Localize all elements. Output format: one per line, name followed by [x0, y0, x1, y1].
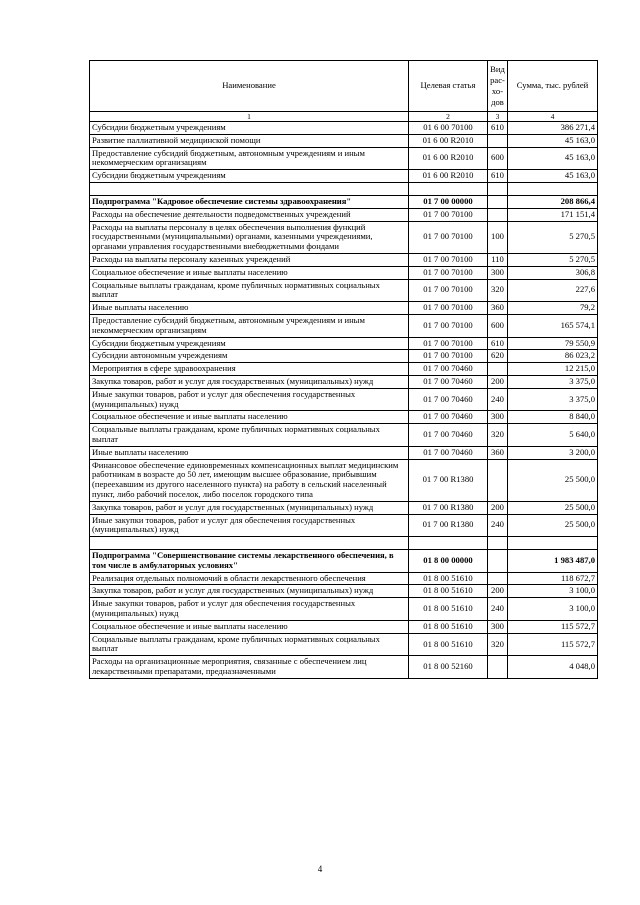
- column-index: 4: [508, 112, 598, 122]
- spacer-row: [90, 537, 598, 550]
- name-cell: Социальное обеспечение и иные выплаты населению: [90, 411, 409, 424]
- name-cell: Субсидии бюджетным учреждениям: [90, 122, 409, 135]
- code-cell: 01 8 00 51610: [409, 572, 488, 585]
- vid-cell: 320: [488, 633, 508, 656]
- table-header-row: [90, 61, 598, 112]
- table-row: [90, 266, 598, 279]
- table-row: [90, 598, 598, 621]
- code-cell: 01 7 00 70100: [409, 208, 488, 221]
- vid-cell: 300: [488, 411, 508, 424]
- code-cell: 01 7 00 70100: [409, 314, 488, 337]
- table-row: [90, 314, 598, 337]
- column-index: 1: [90, 112, 409, 122]
- code-cell: 01 7 00 R1380: [409, 501, 488, 514]
- sum-cell: 45 163,0: [508, 170, 598, 183]
- vid-cell: [488, 208, 508, 221]
- code-cell: 01 8 00 51610: [409, 585, 488, 598]
- table-row: [90, 363, 598, 376]
- vid-cell: 600: [488, 314, 508, 337]
- table-row: [90, 620, 598, 633]
- name-cell: Иные закупки товаров, работ и услуг для обеспечения государственных (муниципальных) нужд: [90, 514, 409, 537]
- vid-cell: 110: [488, 253, 508, 266]
- sum-cell: 165 574,1: [508, 314, 598, 337]
- table-row: [90, 122, 598, 135]
- sum-cell: 3 375,0: [508, 388, 598, 411]
- sum-cell: 45 163,0: [508, 134, 598, 147]
- spacer-cell: [508, 537, 598, 550]
- table-row: [90, 221, 598, 253]
- spacer-cell: [488, 182, 508, 195]
- code-cell: 01 7 00 70460: [409, 411, 488, 424]
- table-row: [90, 350, 598, 363]
- sum-cell: 306,8: [508, 266, 598, 279]
- code-cell: 01 7 00 00000: [409, 195, 488, 208]
- sum-cell: 118 672,7: [508, 572, 598, 585]
- spacer-cell: [488, 537, 508, 550]
- table-row: [90, 633, 598, 656]
- table-row: [90, 411, 598, 424]
- sum-cell: 5 270,5: [508, 253, 598, 266]
- vid-cell: [488, 195, 508, 208]
- sum-cell: 8 840,0: [508, 411, 598, 424]
- header-name: Наименование: [90, 61, 409, 112]
- name-cell: Расходы на выплаты персоналу казенных учреждений: [90, 253, 409, 266]
- name-cell: Закупка товаров, работ и услуг для государственных (муниципальных) нужд: [90, 585, 409, 598]
- code-cell: 01 8 00 52160: [409, 656, 488, 679]
- code-cell: 01 7 00 R1380: [409, 459, 488, 501]
- sum-cell: 86 023,2: [508, 350, 598, 363]
- code-cell: 01 7 00 70460: [409, 363, 488, 376]
- vid-cell: 360: [488, 302, 508, 315]
- name-cell: Предоставление субсидий бюджетным, автономным учреждениям и иным некоммерческим организациям: [90, 147, 409, 170]
- table-row: [90, 514, 598, 537]
- name-cell: Субсидии бюджетным учреждениям: [90, 337, 409, 350]
- sum-cell: 79,2: [508, 302, 598, 315]
- name-cell: Подпрограмма "Кадровое обеспечение системы здравоохранения": [90, 195, 409, 208]
- column-index: 2: [409, 112, 488, 122]
- name-cell: Субсидии бюджетным учреждениям: [90, 170, 409, 183]
- table-row: [90, 459, 598, 501]
- code-cell: 01 6 00 R2010: [409, 147, 488, 170]
- table-body: [90, 122, 598, 679]
- sum-cell: 115 572,7: [508, 633, 598, 656]
- table-row: [90, 337, 598, 350]
- spacer-cell: [409, 537, 488, 550]
- spacer-cell: [90, 537, 409, 550]
- column-index: 3: [488, 112, 508, 122]
- table-row: [90, 208, 598, 221]
- code-cell: 01 7 00 70100: [409, 253, 488, 266]
- table-row: [90, 253, 598, 266]
- vid-cell: [488, 134, 508, 147]
- sum-cell: 3 200,0: [508, 446, 598, 459]
- name-cell: Предоставление субсидий бюджетным, автономным учреждениям и иным некоммерческим организациям: [90, 314, 409, 337]
- header-vid: Вид рас- хо- дов: [488, 61, 508, 112]
- sum-cell: 25 500,0: [508, 501, 598, 514]
- code-cell: 01 7 00 70100: [409, 302, 488, 315]
- name-cell: Расходы на обеспечение деятельности подведомственных учреждений: [90, 208, 409, 221]
- sum-cell: 5 270,5: [508, 221, 598, 253]
- sum-cell: 3 100,0: [508, 598, 598, 621]
- name-cell: Расходы на организационные мероприятия, связанные с обеспечением лиц лекарственными препаратами, предназначенными: [90, 656, 409, 679]
- name-cell: Социальные выплаты гражданам, кроме публичных нормативных социальных выплат: [90, 633, 409, 656]
- code-cell: 01 8 00 51610: [409, 633, 488, 656]
- table-row: [90, 656, 598, 679]
- vid-cell: 360: [488, 446, 508, 459]
- name-cell: Социальные выплаты гражданам, кроме публичных нормативных социальных выплат: [90, 279, 409, 302]
- sum-cell: 208 866,4: [508, 195, 598, 208]
- code-cell: 01 7 00 70100: [409, 279, 488, 302]
- name-cell: Подпрограмма "Совершенствование системы лекарственного обеспечения, в том числе в амбулаторных условиях": [90, 550, 409, 573]
- table-row: [90, 446, 598, 459]
- name-cell: Финансовое обеспечение единовременных компенсационных выплат медицинским работникам в возрасте до 50 лет, имеющим высшее образование, прибывшим (переехавшим из другого населенного пункта) на работу в сельский населенный пункт, либо рабочий поселок, либо поселок городского типа: [90, 459, 409, 501]
- vid-cell: 300: [488, 266, 508, 279]
- spacer-row: [90, 182, 598, 195]
- table-row: [90, 585, 598, 598]
- name-cell: Иные выплаты населению: [90, 302, 409, 315]
- code-cell: 01 6 00 R2010: [409, 170, 488, 183]
- table-row: [90, 501, 598, 514]
- code-cell: 01 7 00 70100: [409, 337, 488, 350]
- table-row: [90, 134, 598, 147]
- vid-cell: 200: [488, 501, 508, 514]
- sum-cell: 25 500,0: [508, 514, 598, 537]
- vid-cell: 200: [488, 585, 508, 598]
- vid-cell: 610: [488, 170, 508, 183]
- vid-cell: [488, 656, 508, 679]
- subprogram-row: [90, 195, 598, 208]
- vid-cell: 240: [488, 514, 508, 537]
- name-cell: Закупка товаров, работ и услуг для государственных (муниципальных) нужд: [90, 501, 409, 514]
- table-row: [90, 388, 598, 411]
- budget-document: [89, 60, 597, 679]
- sum-cell: 5 640,0: [508, 424, 598, 447]
- sum-cell: 25 500,0: [508, 459, 598, 501]
- page-number: 4: [317, 864, 323, 874]
- vid-cell: 320: [488, 279, 508, 302]
- name-cell: Субсидии автономным учреждениям: [90, 350, 409, 363]
- vid-cell: 200: [488, 375, 508, 388]
- header-code: Целевая статья: [409, 61, 488, 112]
- code-cell: 01 7 00 70100: [409, 350, 488, 363]
- sum-cell: 79 550,9: [508, 337, 598, 350]
- code-cell: 01 7 00 70460: [409, 375, 488, 388]
- name-cell: Социальное обеспечение и иные выплаты населению: [90, 620, 409, 633]
- header-sum: Сумма, тыс. рублей: [508, 61, 598, 112]
- subprogram-row: [90, 550, 598, 573]
- spacer-cell: [508, 182, 598, 195]
- vid-cell: [488, 363, 508, 376]
- table-row: [90, 170, 598, 183]
- name-cell: Иные закупки товаров, работ и услуг для обеспечения государственных (муниципальных) нужд: [90, 598, 409, 621]
- name-cell: Закупка товаров, работ и услуг для государственных (муниципальных) нужд: [90, 375, 409, 388]
- code-cell: 01 7 00 R1380: [409, 514, 488, 537]
- table-row: [90, 572, 598, 585]
- name-cell: Иные выплаты населению: [90, 446, 409, 459]
- vid-cell: 240: [488, 598, 508, 621]
- code-cell: 01 6 00 70100: [409, 122, 488, 135]
- sum-cell: 12 215,0: [508, 363, 598, 376]
- code-cell: 01 8 00 51610: [409, 598, 488, 621]
- code-cell: 01 7 00 70100: [409, 221, 488, 253]
- code-cell: 01 7 00 70460: [409, 424, 488, 447]
- budget-table: [89, 60, 598, 679]
- sum-cell: 3 375,0: [508, 375, 598, 388]
- table-row: [90, 375, 598, 388]
- table-row: [90, 279, 598, 302]
- name-cell: Иные закупки товаров, работ и услуг для обеспечения государственных (муниципальных) нужд: [90, 388, 409, 411]
- code-cell: 01 6 00 R2010: [409, 134, 488, 147]
- column-index-row: [90, 112, 598, 122]
- name-cell: Реализация отдельных полномочий в области лекарственного обеспечения: [90, 572, 409, 585]
- code-cell: 01 7 00 70100: [409, 266, 488, 279]
- name-cell: Социальные выплаты гражданам, кроме публичных нормативных социальных выплат: [90, 424, 409, 447]
- vid-cell: 240: [488, 388, 508, 411]
- sum-cell: 227,6: [508, 279, 598, 302]
- code-cell: 01 8 00 51610: [409, 620, 488, 633]
- sum-cell: 45 163,0: [508, 147, 598, 170]
- sum-cell: 1 983 487,0: [508, 550, 598, 573]
- vid-cell: 610: [488, 122, 508, 135]
- vid-cell: 610: [488, 337, 508, 350]
- name-cell: Мероприятия в сфере здравоохранения: [90, 363, 409, 376]
- vid-cell: 620: [488, 350, 508, 363]
- name-cell: Социальное обеспечение и иные выплаты населению: [90, 266, 409, 279]
- vid-cell: 320: [488, 424, 508, 447]
- table-row: [90, 424, 598, 447]
- vid-cell: [488, 550, 508, 573]
- code-cell: 01 7 00 70460: [409, 388, 488, 411]
- vid-cell: [488, 459, 508, 501]
- spacer-cell: [90, 182, 409, 195]
- code-cell: 01 7 00 70460: [409, 446, 488, 459]
- sum-cell: 3 100,0: [508, 585, 598, 598]
- vid-cell: 100: [488, 221, 508, 253]
- code-cell: 01 8 00 00000: [409, 550, 488, 573]
- sum-cell: 386 271,4: [508, 122, 598, 135]
- sum-cell: 115 572,7: [508, 620, 598, 633]
- sum-cell: 4 048,0: [508, 656, 598, 679]
- table-row: [90, 302, 598, 315]
- vid-cell: [488, 572, 508, 585]
- name-cell: Расходы на выплаты персоналу в целях обеспечения выполнения функций государственными (муниципальными) органами, казенными учреждениями, органами управления государственными внебюджетными фондами: [90, 221, 409, 253]
- table-row: [90, 147, 598, 170]
- name-cell: Развитие паллиативной медицинской помощи: [90, 134, 409, 147]
- vid-cell: 600: [488, 147, 508, 170]
- spacer-cell: [409, 182, 488, 195]
- sum-cell: 171 151,4: [508, 208, 598, 221]
- vid-cell: 300: [488, 620, 508, 633]
